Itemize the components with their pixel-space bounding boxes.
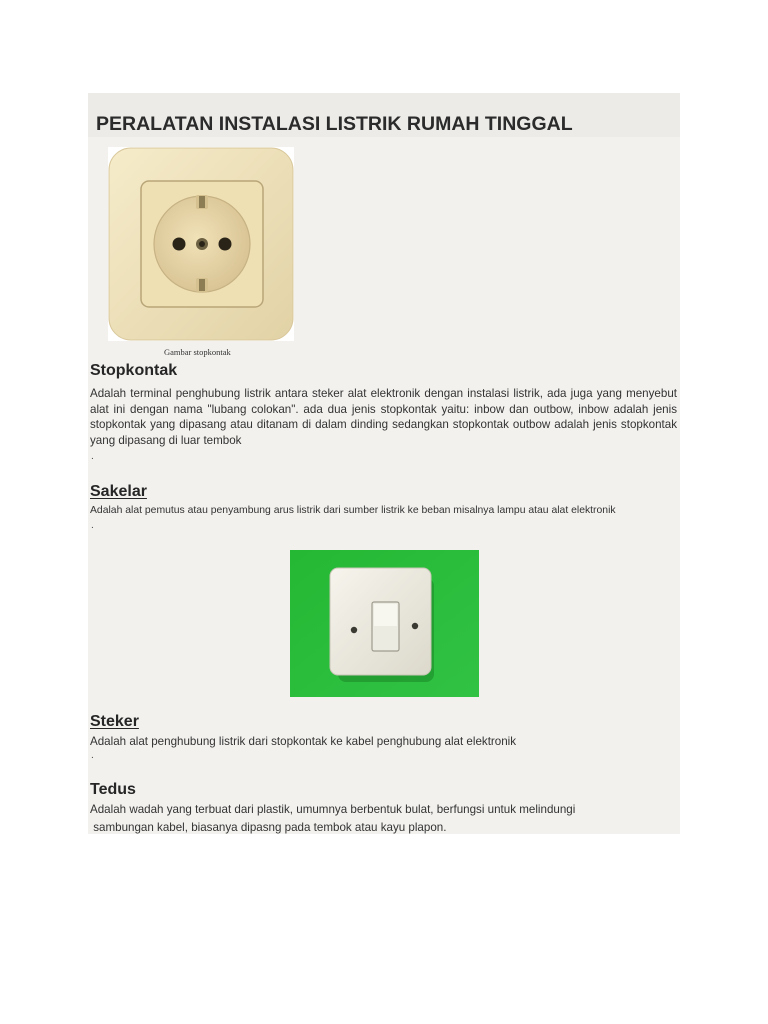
text-tedus-line1: Adalah wadah yang terbuat dari plastik, umumnya berbentuk bulat, berfungsi untuk melindungi (90, 803, 576, 816)
heading-tedus: Tedus (90, 781, 136, 798)
text-tedus-line2: sambungan kabel, biasanya dipasng pada tembok atau kayu plapon. (90, 821, 447, 834)
sakelar-photo (290, 550, 479, 697)
socket-caption: Gambar stopkontak (164, 347, 231, 357)
text-stopkontak: Adalah terminal penghubung listrik antara steker alat elektronik dengan instalasi listrik, ada juga yang menyebut alat ini dengan nama "lubang colokan". ada dua jenis stopkontak yaitu: inbow dan outbow, inbow adalah jenis stopkontak yang dipasang atau ditanam di dalam dinding sedangkan stopkontak outbow adalah jenis stopkontak yang dipasang di luar tembok (90, 387, 677, 447)
dot-steker: . (91, 750, 94, 761)
document-title: PERALATAN INSTALASI LISTRIK RUMAH TINGGAL (96, 113, 573, 135)
dot-stopkontak: . (91, 451, 94, 462)
dot-sakelar: . (91, 520, 94, 531)
text-sakelar: Adalah alat pemutus atau penyambung arus listrik dari sumber listrik ke beban misalnya lampu atau alat elektronik (90, 505, 616, 516)
document-page (88, 93, 680, 834)
heading-steker: Steker (90, 713, 139, 730)
text-steker: Adalah alat penghubung listrik dari stopkontak ke kabel penghubung alat elektronik (90, 735, 517, 748)
stopkontak-photo (108, 147, 294, 341)
heading-sakelar: Sakelar (90, 483, 147, 500)
heading-stopkontak: Stopkontak (90, 362, 178, 379)
